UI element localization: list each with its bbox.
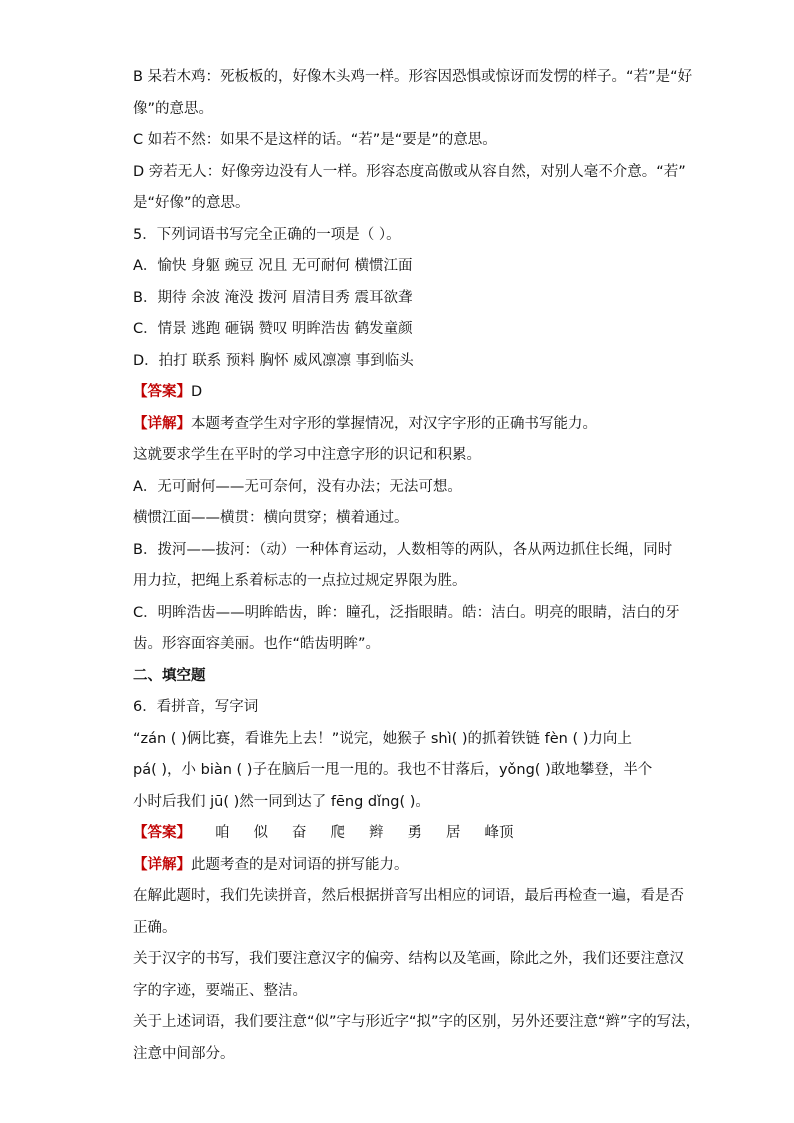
answer-item: 峰顶 [484,825,514,841]
pinyin-line: pá( )，小 biàn ( )子在脑后一甩一甩的。我也不甘落后，yǒng( )敢地攀登，半个 [133,762,653,778]
answer-line [133,377,663,409]
text-line: 注意中间部分。 [133,1045,235,1062]
answer-tag: 【答案】 [133,384,191,400]
question-5-stem: 5．下列词语书写完全正确的一项是（ ）。 [133,226,401,243]
detail-line [133,850,663,882]
option-c: C．情景 逃跑 砸锅 赞叹 明眸浩齿 鹤发童颜 [133,321,413,337]
document-content [133,62,701,1070]
text-line: 齿。形容面容美丽。也作“皓齿明眸”。 [133,636,381,652]
option-b: B．期待 余波 淹没 拨河 眉清目秀 震耳欲聋 [133,289,413,306]
text-line: 关于上述词语，我们要注意“似”字与形近字“拟”字的区别，另外还要注意“辫”字的写法， [133,1014,701,1030]
text-line: 这就要求学生在平时的学习中注意字形的识记和积累。 [133,447,481,463]
pinyin-line: “zán ( )俩比赛，看谁先上去！”说完，她猴子 shì( )的抓着铁链 fèn ( )力向上 [133,730,632,747]
answer-item: 居 [446,825,461,841]
answer-item: 爬 [330,825,345,841]
text-line: C．明眸浩齿——明眸皓齿，眸：瞳孔，泛指眼睛。皓：洁白。明亮的眼睛，洁白的牙 [133,604,680,621]
text-line: 正确。 [133,919,177,936]
pinyin-line: 小时后我们 jū( )然一同到达了 fēng dǐng( )。 [133,793,430,810]
answer-tag: 【答案】 [133,825,191,841]
detail-tag: 【详解】 [133,856,191,873]
answer-line [133,818,663,850]
answer-item: 奋 [292,825,307,841]
text-line: 用力拉，把绳上系着标志的一点拉过规定界限为胜。 [133,573,467,589]
answer-value: D [191,384,203,400]
option-d: D．拍打 联系 预料 胸怀 威风凛凛 事到临头 [133,352,414,369]
detail-text: 本题考查学生对字形的掌握情况，对汉字字形的正确书写能力。 [191,415,597,432]
detail-text: 此题考查的是对词语的拼写能力。 [191,856,409,873]
text-line: B．拨河——拔河：（动）一种体育运动，人数相等的两队，各从两边抓住长绳，同时 [133,541,673,558]
answer-item: 辫 [369,825,384,841]
question-6-title: 6．看拼音，写字词 [133,699,259,715]
text-line: C 如若不然：如果不是这样的话。“若”是“要是”的意思。 [133,132,497,148]
text-line: 像”的意思。 [133,100,214,117]
text-line: 是“好像”的意思。 [133,195,250,211]
detail-tag: 【详解】 [133,415,191,432]
text-line: B 呆若木鸡：死板板的，好像木头鸡一样。形容因恐惧或惊讶而发愣的样子。“若”是“好 [133,69,693,85]
answer-item: 勇 [407,825,422,841]
text-line: 在解此题时，我们先读拼音，然后根据拼音写出相应的词语，最后再检查一遍，看是否 [133,888,684,904]
detail-line [133,409,663,441]
text-line: A．无可耐何——无可奈何，没有办法；无法可想。 [133,478,462,495]
text-line: 横惯江面——横贯：横向贯穿；横着通过。 [133,510,409,526]
section-heading: 二、填空题 [133,667,206,684]
text-line: D 旁若无人：好像旁边没有人一样。形容态度高傲或从容自然，对别人毫不介意。“若” [133,163,686,180]
option-a: A．愉快 身躯 豌豆 况且 无可耐何 横惯江面 [133,258,413,274]
answer-item: 咱 [215,825,230,841]
text-line: 字的字迹，要端正、整洁。 [133,982,307,999]
answer-item: 似 [253,825,268,841]
text-line: 关于汉字的书写，我们要注意汉字的偏旁、结构以及笔画，除此之外，我们还要注意汉 [133,951,684,967]
